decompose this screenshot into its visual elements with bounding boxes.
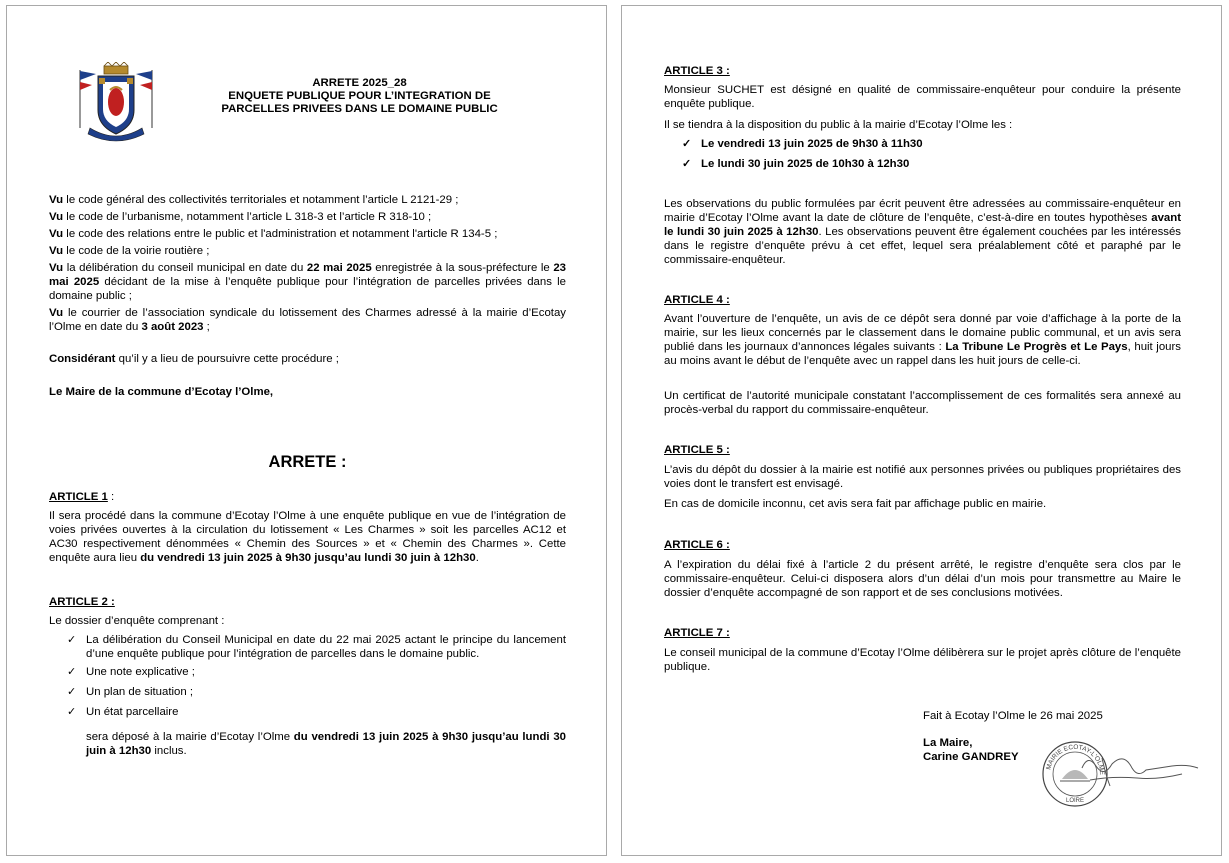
article-3-p2: Il se tiendra à la disposition du public à la mairie d’Ecotay l’Olme les : bbox=[664, 119, 1013, 131]
check-icon: ✓ bbox=[67, 686, 77, 698]
article-7-heading: ARTICLE 7 : bbox=[664, 627, 730, 639]
document-page-2 bbox=[621, 5, 1222, 856]
article-3-p3: Les observations du public formulées par écrit peuvent être adressées au commissaire-enquêteur en mairie d’Ecotay l’Olme avant la date de clôture de l’enquête, c’est-à-dire en toutes hypothèses avant le lundi 30 juin 2025 à 12h30. Les observations peuvent être également couchées par les intéressés dans le registre d’enquête prévu à cet effet, lequel sera préalablement côté et paraphé par le commissaire-enquêteur. bbox=[664, 198, 1181, 266]
signature-role: La Maire, bbox=[923, 737, 973, 749]
list-item: ✓ Un plan de situation ; bbox=[67, 686, 194, 698]
article-2-heading: ARTICLE 2 : bbox=[49, 596, 115, 608]
article-3-heading: ARTICLE 3 : bbox=[664, 65, 730, 77]
vu-courrier: Vu le courrier de l’association syndicale du lotissement des Charmes adressé à la mairie d’Ecotay l’Olme en date du 3 août 2023 ; bbox=[49, 307, 566, 333]
vu-relations-public: Vu le code des relations entre le public et l'administration et notamment l'article R 134-5 ; bbox=[49, 228, 498, 240]
title-line-1: ARRETE 2025_28 bbox=[312, 77, 407, 89]
list-item: ✓ Le vendredi 13 juin 2025 de 9h30 à 11h30 bbox=[682, 138, 923, 150]
signature-name: Carine GANDREY bbox=[923, 751, 1019, 763]
article-6-heading: ARTICLE 6 : bbox=[664, 539, 730, 551]
vu-deliberation: Vu la délibération du conseil municipal en date du 22 mai 2025 enregistrée à la sous-préfecture le 23 mai 2025 décidant de la mise à l’enquête publique pour l’intégration de parcelles privées dans le domaine public ; bbox=[49, 262, 566, 302]
signature-place-date: Fait à Ecotay l’Olme le 26 mai 2025 bbox=[923, 710, 1103, 722]
check-icon: ✓ bbox=[682, 138, 692, 150]
stamp-text: MAIRIE ECOTAY-L'OLME bbox=[1045, 743, 1106, 776]
article-4-p2: Un certificat de l’autorité municipale constatant l’accomplissement de ces formalités sera annexé au procès-verbal du rapport du commissaire-enquêteur. bbox=[664, 390, 1181, 416]
visas-block bbox=[49, 193, 566, 334]
check-icon: ✓ bbox=[67, 634, 77, 646]
handwritten-signature bbox=[1052, 746, 1202, 801]
check-icon: ✓ bbox=[67, 666, 77, 678]
vu-urbanisme: Vu le code de l’urbanisme, notamment l’article L 318-3 et l’article R 318-10 ; bbox=[49, 211, 432, 223]
article-6-p1: A l’expiration du délai fixé à l’article 2 du présent arrêté, le registre d’enquête sera clos par le commissaire-enquêteur. Celui-ci disposera alors d’un délai d’un mois pour transmettre au Maire le dossier d’enquête accompagné de son rapport et de ses conclusions motivées. bbox=[664, 559, 1181, 599]
article-4-heading: ARTICLE 4 : bbox=[664, 294, 730, 306]
coat-of-arms-icon bbox=[70, 62, 162, 142]
list-item: ✓ La délibération du Conseil Municipal en date du 22 mai 2025 actant le principe du lancement d’une enquête publique pour l’intégration de parcelles dans le domaine public. bbox=[67, 634, 566, 660]
check-icon: ✓ bbox=[682, 158, 692, 170]
article-2-intro: Le dossier d’enquête comprenant : bbox=[49, 615, 225, 627]
maire-line: Le Maire de la commune d’Ecotay l’Olme, bbox=[49, 386, 274, 398]
article-5-p2: En cas de domicile inconnu, cet avis sera fait par affichage public en mairie. bbox=[664, 498, 1047, 510]
stamp-bottom-text: LOIRE bbox=[1065, 798, 1085, 804]
arrete-heading: ARRETE : bbox=[268, 453, 347, 471]
article-7-p1: Le conseil municipal de la commune d’Ecotay l’Olme délibèrera sur le projet après clôture de l’enquête publique. bbox=[664, 647, 1181, 673]
list-item: ✓ Le lundi 30 juin 2025 de 10h30 à 12h30 bbox=[682, 158, 910, 170]
list-item: ✓ Un état parcellaire bbox=[67, 706, 179, 718]
article-1-body: Il sera procédé dans la commune d’Ecotay l’Olme à une enquête publique en vue de l’intégration de voies privées ouvertes à la circulation du lotissement « Les Charmes » soit les parcelles AC12 et AC30 respectivement dénommées « Chemin des Sources » et « Chemin des Charmes ». Cette enquête aura lieu du vendredi 13 juin 2025 à 9h30 jusqu’au lundi 30 juin à 12h30. bbox=[49, 510, 566, 564]
title-line-3: PARCELLES PRIVEES DANS LE DOMAINE PUBLIC bbox=[221, 103, 498, 115]
article-2-list bbox=[49, 633, 566, 719]
vu-voirie: Vu le code de la voirie routière ; bbox=[49, 245, 210, 257]
document-page-1 bbox=[6, 5, 607, 856]
arrete-title bbox=[157, 77, 562, 116]
article-4-p1: Avant l’ouverture de l’enquête, un avis de ce dépôt sera donné par voie d’affichage à la porte de la mairie, sur les lieux concernés par le classement dans le domaine public communal, et un avis sera publié dans les journaux d’annonces légales suivants : La Tribune Le Progrès et Le Pays, huit jours au moins avant le début de l’enquête avec un rappel dans les huit jours de celle-ci. bbox=[664, 313, 1181, 367]
list-item: ✓ Une note explicative ; bbox=[67, 666, 195, 678]
article-2-depot: sera déposé à la mairie d’Ecotay l’Olme du vendredi 13 juin 2025 à 9h30 jusqu’au lundi 30 juin à 12h30 inclus. bbox=[86, 731, 566, 757]
article-5-p1: L’avis du dépôt du dossier à la mairie est notifié aux personnes privées ou publiques propriétaires des voies dont le transfert est envisagé. bbox=[664, 464, 1181, 490]
title-line-2: ENQUETE PUBLIQUE POUR L’INTEGRATION DE bbox=[228, 90, 491, 102]
vu-cgct: Vu le code général des collectivités territoriales et notamment l’article L 2121-29 ; bbox=[49, 194, 459, 206]
article-5-heading: ARTICLE 5 : bbox=[664, 444, 730, 456]
permanence-dates bbox=[664, 137, 1181, 171]
considerant: Considérant qu’il y a lieu de poursuivre cette procédure ; bbox=[49, 353, 339, 365]
article-3-p1: Monsieur SUCHET est désigné en qualité de commissaire-enquêteur pour conduire la présente enquête publique. bbox=[664, 84, 1181, 110]
check-icon: ✓ bbox=[67, 706, 77, 718]
article-1-heading: ARTICLE 1 : bbox=[49, 491, 115, 503]
